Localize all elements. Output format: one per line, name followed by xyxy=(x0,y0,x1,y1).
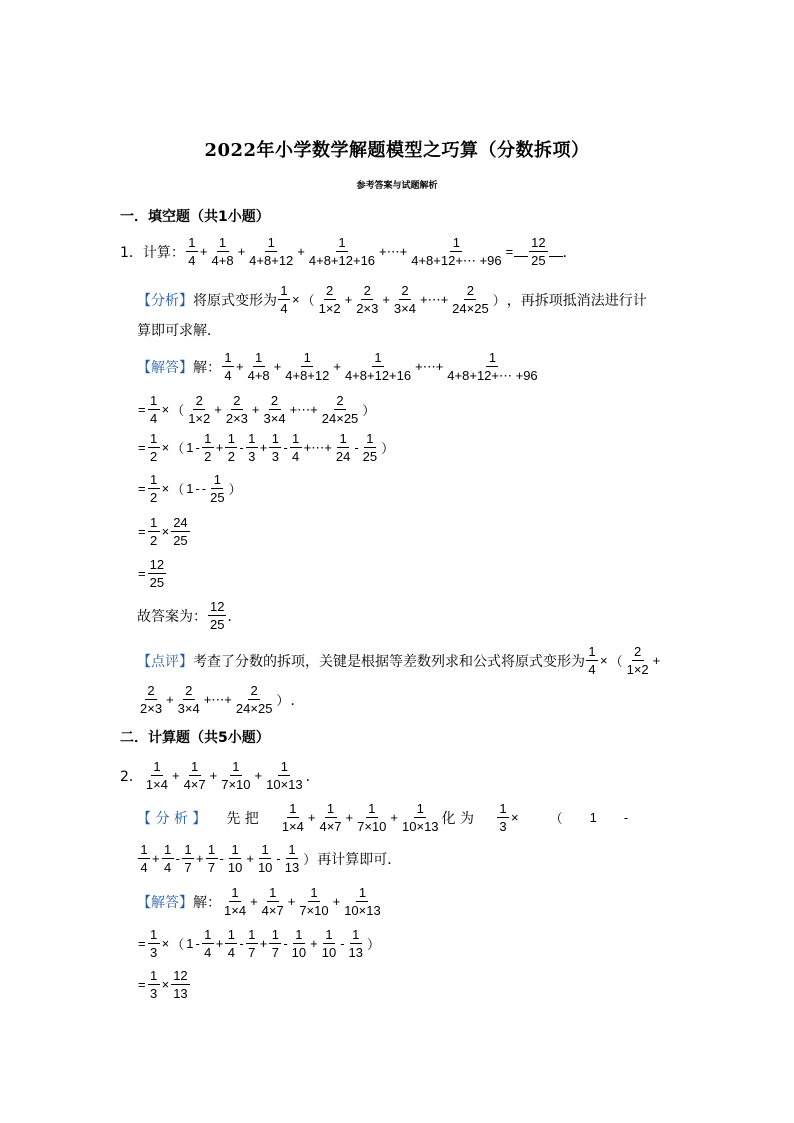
q1-solution-line4: = $\frac{1}{2}$ × （ 1 - - $\frac{1}{25}$ ） xyxy=(138,472,242,505)
q2-analysis-cont: $\frac{1}{4}$ + $\frac{1}{4}$ - $\frac{1}{7}$ + $\frac{1}{7}$ - $\frac{1}{10}$ + $\frac{1}{10}$ - $\frac{1}{13}$ ） 再计算即可． xyxy=(137,842,401,875)
section-heading-calc: 二．计算题（共5小题） xyxy=(120,730,270,746)
comment-tag: 【点评】 xyxy=(137,653,193,670)
q2-analysis: 【 分 析 】 先 把 $\frac{1}{1\times 4}$ + $\frac{1}{4\times 7}$ + $\frac{1}{7\times 10}$ + $\frac{1}{10\times 13}$ 化 为 $\frac{1}{3}$ × （ 1 - xyxy=(137,801,629,834)
page-subtitle: 参考答案与试题解析 xyxy=(356,181,438,191)
q1-analysis-cont: 算即可求解． xyxy=(137,323,221,339)
page-title: 2022年小学数学解题模型之巧算（分数拆项） xyxy=(204,140,590,161)
q1-final-answer: 故答案为： $\frac{12}{25}$ ． xyxy=(137,599,242,632)
q2-solution-line3: = $\frac{1}{3}$ × $\frac{12}{13}$ xyxy=(138,968,188,1001)
solution-tag: 【解答】 xyxy=(137,359,193,376)
q1-fraction-4: $\frac{1}{4+8+12+16}$ xyxy=(308,235,376,268)
q2-number: 2． xyxy=(120,768,143,785)
q1-solution-line5: = $\frac{1}{2}$ × $\frac{24}{25}$ xyxy=(138,515,188,548)
q2-solution-line2: = $\frac{1}{3}$ × （ 1 - $\frac{1}{4}$ + $\frac{1}{4}$ - $\frac{1}{7}$ + $\frac{1}{7}$ - $\frac{1}{10}$ + $\frac{1}{10}$ - $\frac{1}{13}$ ） xyxy=(138,927,381,960)
q1-answer-blank xyxy=(514,235,562,268)
analysis-tag: 【分析】 xyxy=(137,292,193,309)
q2-problem: 2． $\frac{1}{1\times 4}$ + $\frac{1}{4\times 7}$ + $\frac{1}{7\times 10}$ + $\frac{1}{10\times 13}$ ． xyxy=(120,759,320,792)
analysis-tag-q2: 【 分 析 】 xyxy=(137,810,207,827)
q1-fraction-1: $\frac{1}{4}$ xyxy=(186,235,198,268)
q1-answer-fraction: $\frac{12}{25}$ xyxy=(531,235,546,268)
q1-number: 1． xyxy=(120,244,143,261)
q1-solution-line3: = $\frac{1}{2}$ × （ 1 - $\frac{1}{2}$ + $\frac{1}{2}$ - $\frac{1}{3}$ + $\frac{1}{3}$ - $\frac{1}{4}$ +⋯+ $\frac{1}{24}$ - $\frac{1}{25}$ ） xyxy=(138,431,395,464)
q1-prefix: 计算： xyxy=(142,244,185,261)
q2-solution-line1: 【解答】 解： $\frac{1}{1\times 4}$ + $\frac{1}{4\times 7}$ + $\frac{1}{7\times 10}$ + $\frac{1}{10\times 13}$ xyxy=(137,885,381,918)
solution-tag-q2: 【解答】 xyxy=(137,894,193,911)
q1-solution-line2: = $\frac{1}{4}$ × （ $\frac{2}{1\times 2}$ + $\frac{2}{2\times 3}$ + $\frac{2}{3\times 4}$ +⋯+ $\frac{2}{24\times 25}$ ） xyxy=(138,393,376,426)
q1-comment: 【点评】 考查了分数的拆项，关键是根据等差数列求和公式将原式变形为 $\frac{1}{4}$ × （ $\frac{2}{1\times 2}$ + xyxy=(137,644,661,677)
q1-fraction-5: $\frac{1}{4+8+12+\cdots +96}$ xyxy=(411,235,502,268)
section-heading-fill: 一．填空题（共1小题） xyxy=(120,209,270,225)
q1-comment-cont: $\frac{2}{2\times 3}$ + $\frac{2}{3\times 4}$ +⋯+ $\frac{2}{24\times 25}$ ） ． xyxy=(140,683,305,716)
q1-fraction-2: $\frac{1}{4+8}$ xyxy=(211,235,234,268)
q1-analysis: 【分析】 将原式变形为 $\frac{1}{4}$ × （ $\frac{2}{1\times 2}$ + $\frac{2}{2\times 3}$ + $\frac{2}{3\times 4}$ +⋯+ $\frac{2}{24\times 25}$ ） ，再拆项抵消法进行计 xyxy=(137,283,647,316)
q1-fraction-3: $\frac{1}{4+8+12}$ xyxy=(249,235,294,268)
q1-solution-line6: = $\frac{12}{25}$ xyxy=(138,557,165,590)
q1-solution-line1: 【解答】 解： $\frac{1}{4}$ + $\frac{1}{4+8}$ + $\frac{1}{4+8+12}$ + $\frac{1}{4+8+12+16}$ +⋯+ $\frac{1}{4+8+12+\cdots +96}$ xyxy=(137,350,538,383)
q1-problem: 1． 计算： $\frac{1}{4}$ + $\frac{1}{4+8}$ + $\frac{1}{4+8+12}$ + $\frac{1}{4+8+12+16}$ +⋯+ $\frac{1}{4+8+12+\cdots +96}$ = $\frac{12}{25}$ ． xyxy=(120,235,577,268)
